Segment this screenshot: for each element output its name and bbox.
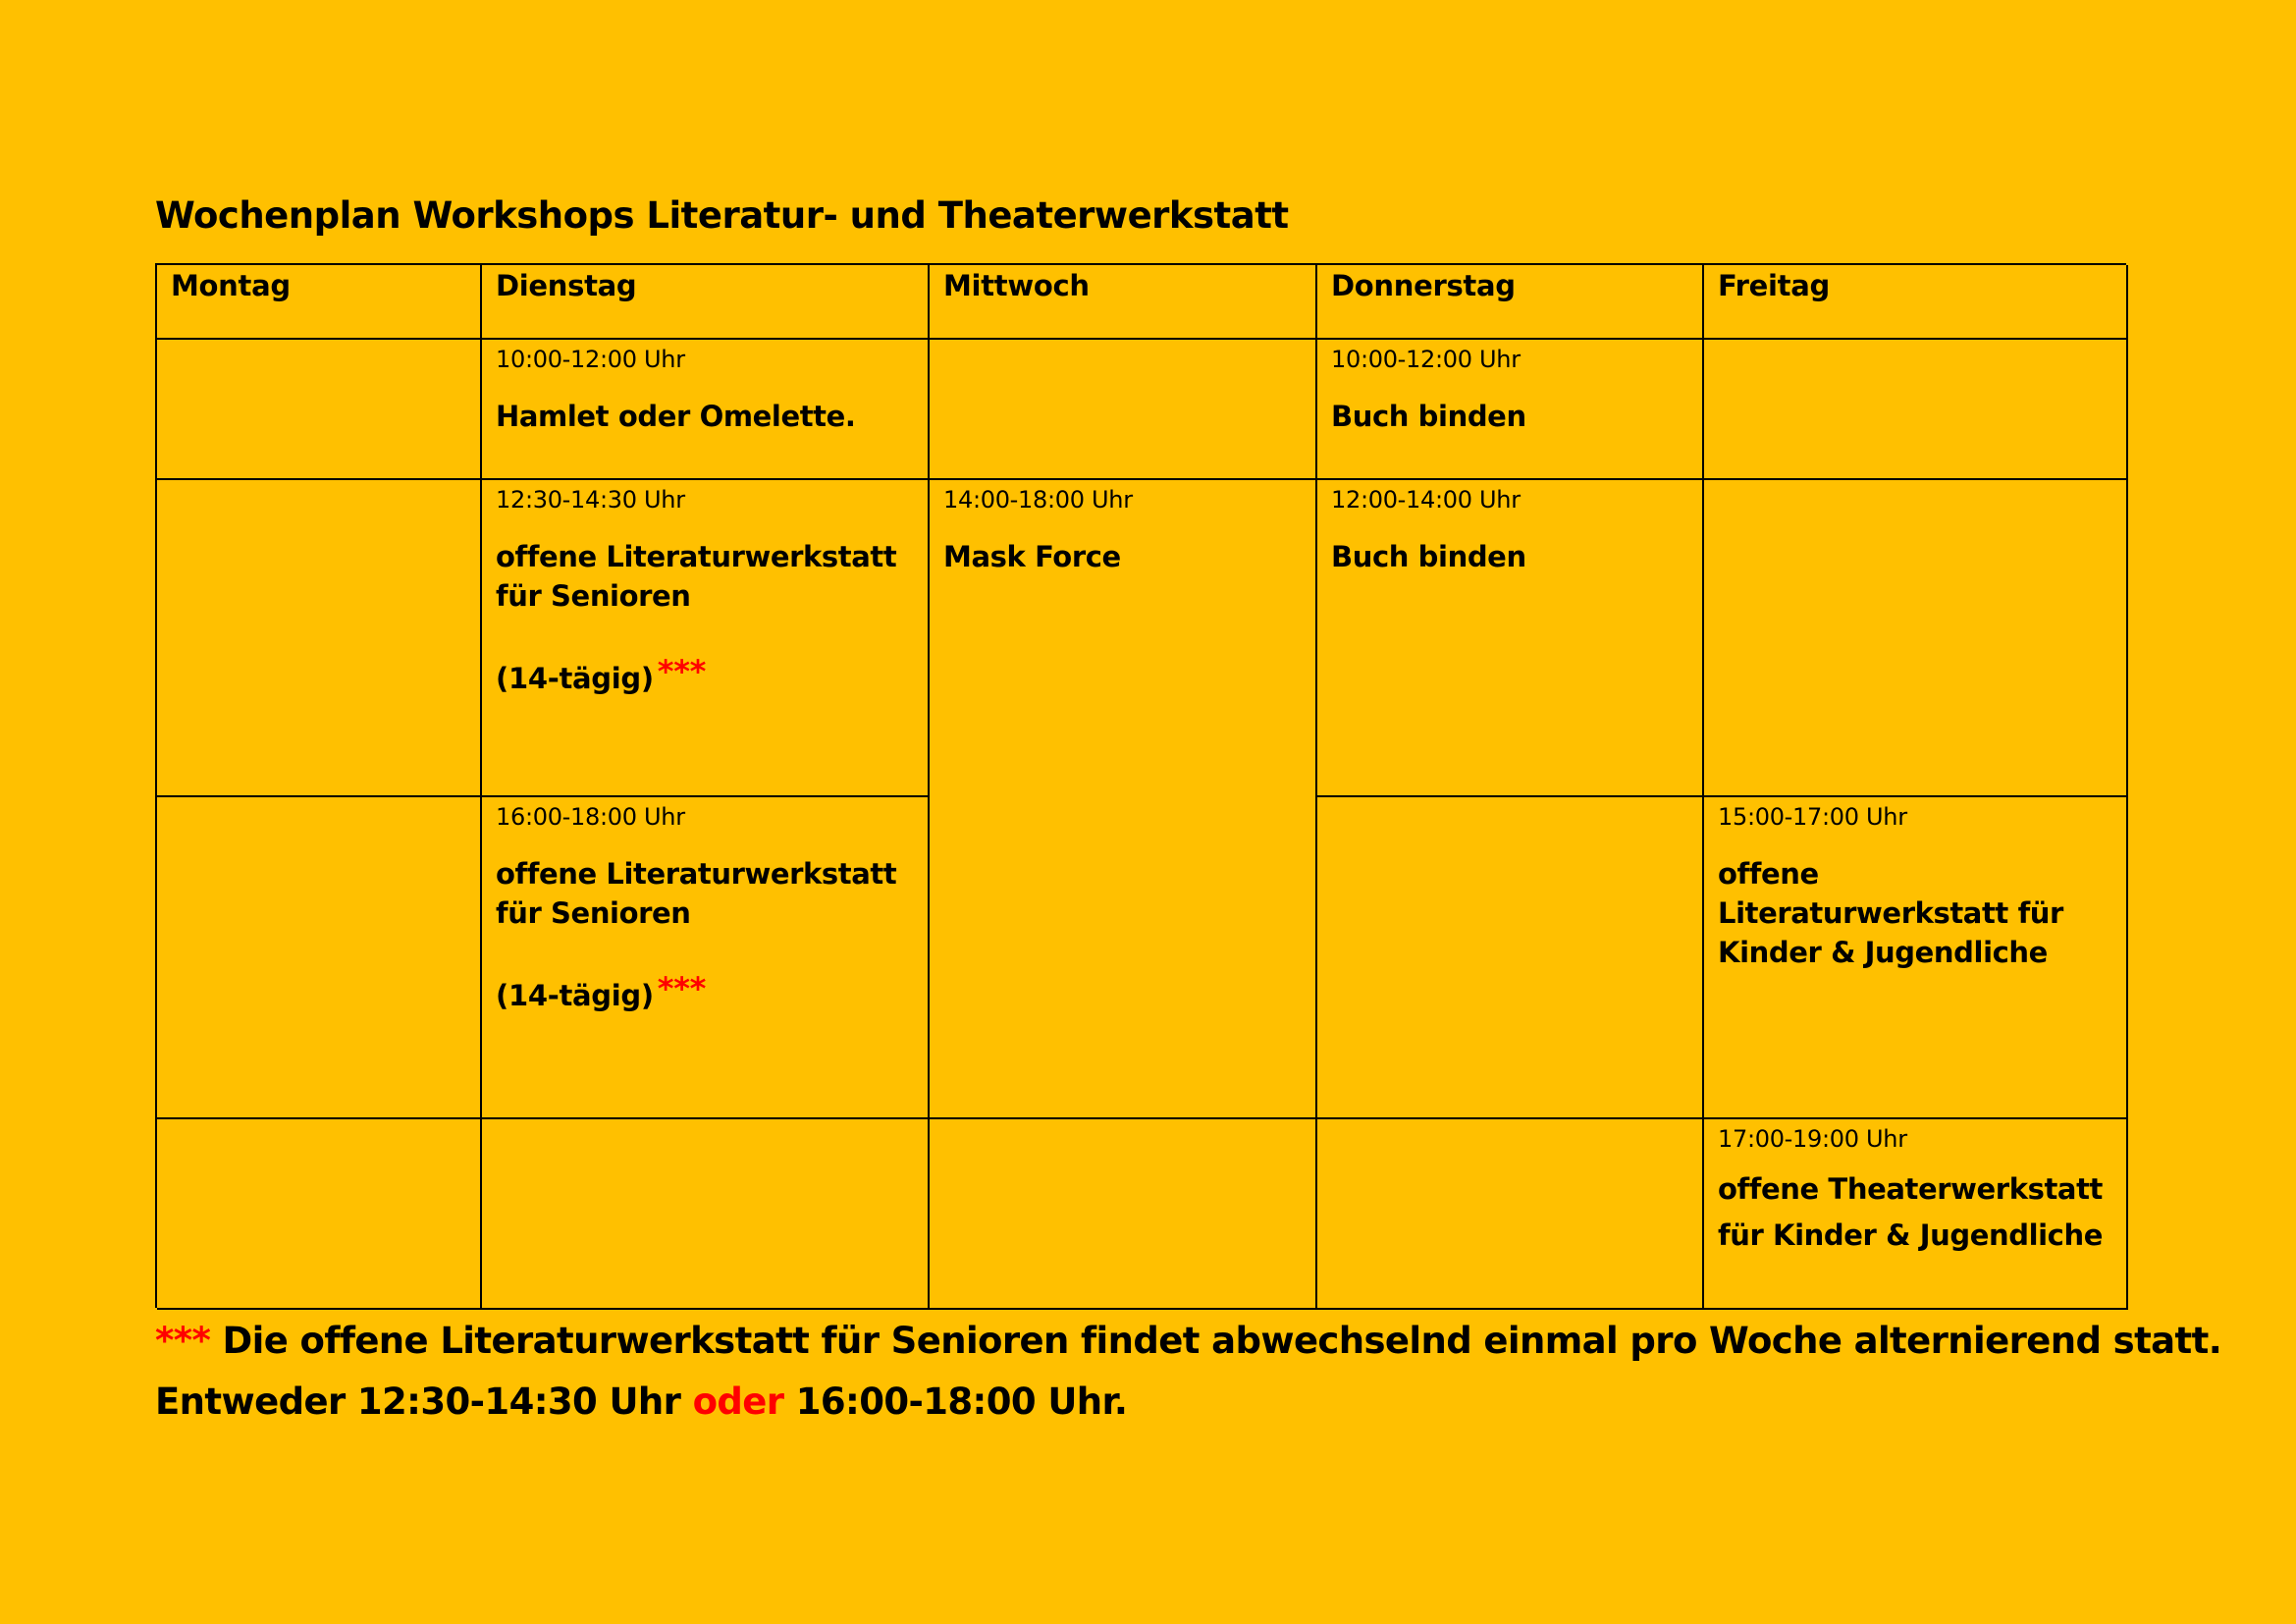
event-cell-mittwoch-1 [930, 480, 1317, 1119]
empty-cell [157, 797, 482, 1119]
empty-cell [157, 340, 482, 480]
event-title: offene Literaturwerkstatt für Senioren [496, 540, 897, 613]
event-cell-freitag-2 [1704, 1119, 2128, 1310]
empty-cell [1317, 1119, 1704, 1310]
footnote [155, 1311, 2221, 1433]
empty-cell [157, 480, 482, 797]
event-cell-donnerstag-2 [1317, 480, 1704, 797]
event-cell-dienstag-3 [482, 797, 930, 1119]
event-cell-dienstag-1 [482, 340, 930, 480]
empty-cell [1704, 340, 2128, 480]
footnote-line-2 [155, 1372, 2221, 1433]
empty-cell [482, 1119, 930, 1310]
event-title: Hamlet oder Omelette. [496, 400, 856, 433]
event-title: Mask Force [943, 540, 1121, 573]
header-dienstag: Dienstag [482, 265, 930, 340]
event-frequency [496, 653, 914, 695]
event-title: offene Theaterwerkstatt für Kinder & Jugendliche [1718, 1172, 2103, 1252]
event-cell-freitag-1 [1704, 797, 2128, 1119]
empty-cell [157, 1119, 482, 1310]
event-time: 12:30-14:30 Uhr [496, 486, 685, 514]
frequency-label: (14-tägig) [496, 662, 654, 695]
footnote-text: Die offene Literaturwerkstatt für Senioren findet abwechselnd einmal pro Woche alternierend statt. [210, 1320, 2222, 1362]
event-title: Buch binden [1331, 540, 1526, 573]
footnote-time-2: 16:00-18:00 Uhr. [783, 1380, 1128, 1423]
event-cell-dienstag-2 [482, 480, 930, 797]
event-time: 15:00-17:00 Uhr [1718, 803, 1907, 831]
event-title: offene Literaturwerkstatt für Senioren [496, 857, 897, 930]
empty-cell [930, 1119, 1317, 1310]
footnote-marker: *** [657, 653, 707, 690]
event-title: offene Literaturwerkstatt für Kinder & Jugendliche [1718, 857, 2063, 969]
footnote-line-1 [155, 1311, 2221, 1372]
event-title: Buch binden [1331, 400, 1526, 433]
header-freitag: Freitag [1704, 265, 2128, 340]
event-cell-donnerstag-1 [1317, 340, 1704, 480]
footnote-or: oder [692, 1380, 784, 1423]
frequency-label: (14-tägig) [496, 979, 654, 1012]
header-mittwoch: Mittwoch [930, 265, 1317, 340]
page-title: Wochenplan Workshops Literatur- und Theaterwerkstatt [155, 194, 1289, 237]
empty-cell [1317, 797, 1704, 1119]
empty-cell [1704, 480, 2128, 797]
footnote-marker: *** [657, 970, 707, 1007]
event-time: 14:00-18:00 Uhr [943, 486, 1133, 514]
weekly-schedule-table [155, 263, 2126, 1308]
event-time: 10:00-12:00 Uhr [496, 346, 685, 373]
footnote-time-1: Entweder 12:30-14:30 Uhr [155, 1380, 693, 1423]
empty-cell [930, 340, 1317, 480]
event-time: 12:00-14:00 Uhr [1331, 486, 1521, 514]
event-time: 10:00-12:00 Uhr [1331, 346, 1521, 373]
header-montag: Montag [157, 265, 482, 340]
header-donnerstag: Donnerstag [1317, 265, 1704, 340]
event-time: 16:00-18:00 Uhr [496, 803, 685, 831]
footnote-marker: *** [155, 1320, 211, 1362]
event-time: 17:00-19:00 Uhr [1718, 1125, 1907, 1153]
event-frequency [496, 970, 914, 1012]
